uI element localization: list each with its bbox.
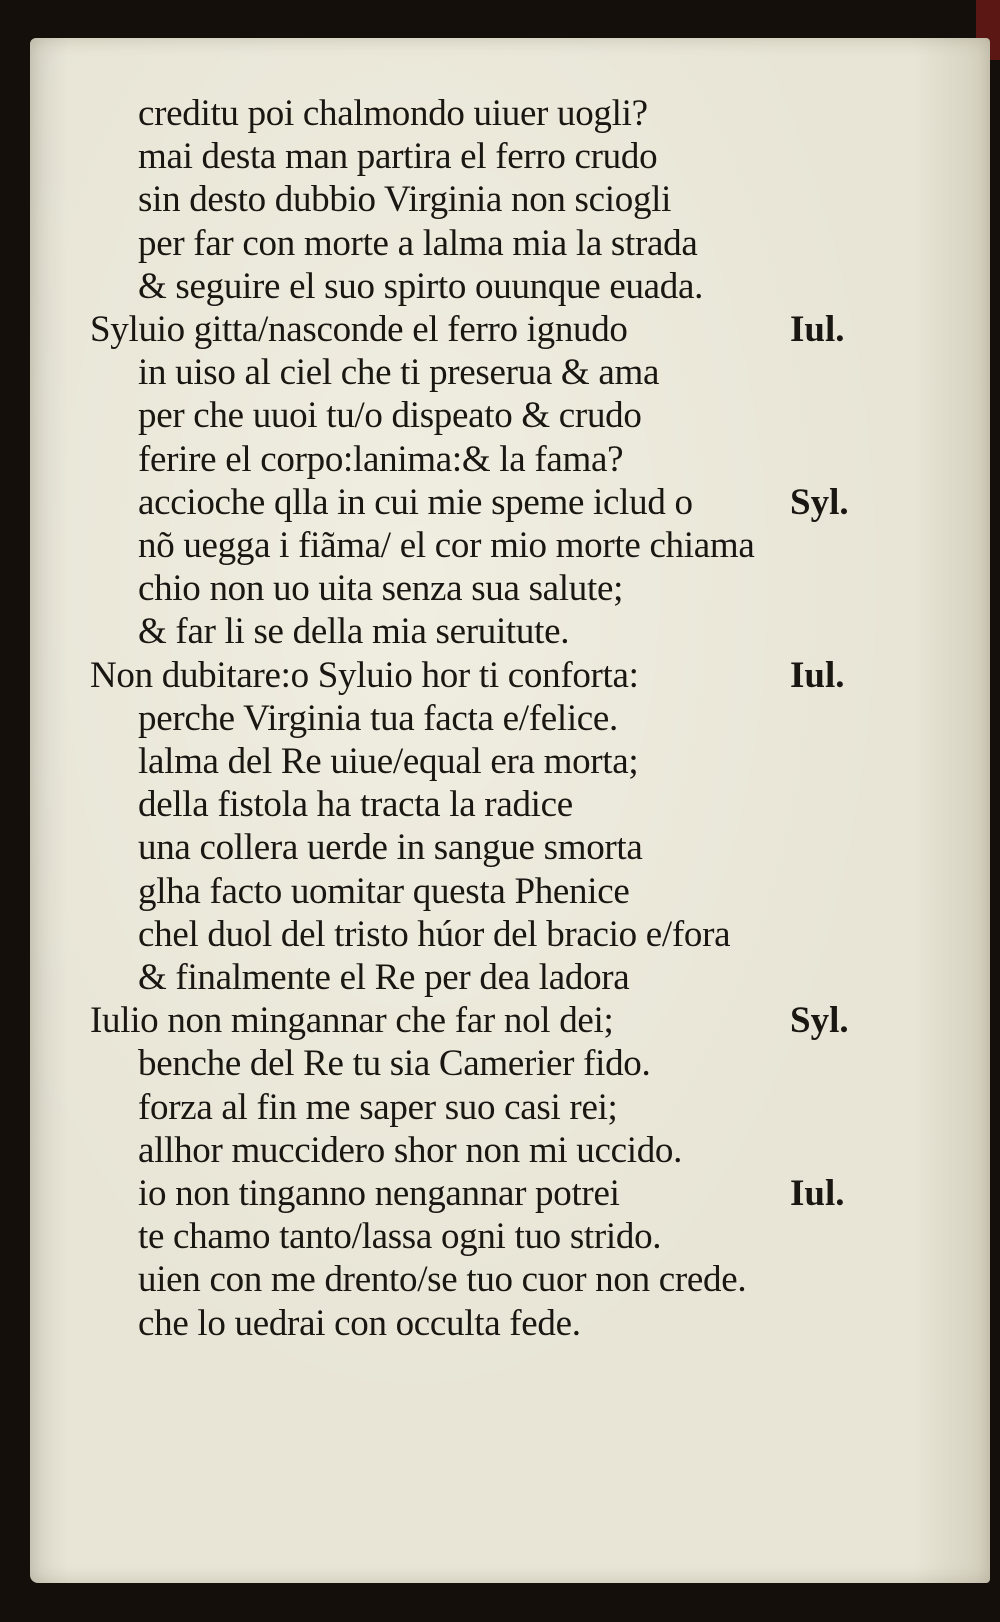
- verse-line: [30, 222, 697, 265]
- verse-line: [30, 1172, 620, 1215]
- verse-line: [30, 1258, 746, 1301]
- verse-line-text: perche Virginia tua facta e/felice.: [138, 697, 619, 739]
- verse-line-text: io non tinganno nengannar potrei: [138, 1173, 620, 1214]
- verse-line-text: mai desta man partira el ferro crudo: [138, 136, 658, 178]
- verse-line: [30, 1215, 661, 1258]
- verse-line: [30, 999, 613, 1042]
- verse-line: [30, 870, 629, 913]
- speaker-label: Syl.: [790, 1000, 849, 1042]
- verse-line-text: Non dubitare:o Syluio hor ti conforta:: [90, 654, 639, 696]
- verse-line: [30, 351, 659, 394]
- verse-line-text: che lo uedrai con occulta fede.: [138, 1302, 581, 1344]
- verse-line: [30, 567, 623, 610]
- verse-line-text: per far con morte a lalma mia la strada: [138, 222, 698, 264]
- verse-line: [30, 438, 623, 481]
- verse-line-text: & far li se della mia seruitute.: [138, 611, 570, 653]
- verse-line: [30, 1302, 581, 1345]
- verse-line: [30, 92, 648, 135]
- speaker-label: Iul.: [790, 309, 845, 350]
- speaker-label: Iul.: [790, 654, 845, 696]
- verse-line-text: te chamo tanto/lassa ogni tuo strido.: [138, 1216, 662, 1258]
- speaker-label: Iul.: [790, 1173, 845, 1214]
- verse-line-text: ferire el corpo:lanima:& la fama?: [138, 438, 624, 480]
- verse-line-text: per che uuoi tu/o dispeato & crudo: [138, 395, 642, 437]
- verse-line-text: creditu poi chalmondo uiuer uogli?: [138, 93, 648, 134]
- verse-line: [30, 394, 642, 437]
- verse-line: [30, 524, 754, 567]
- verse-line-text: chel duol del tristo húor del bracio e/fora: [138, 913, 731, 955]
- verse-line-text: nõ uegga i fiãma/ el cor mio morte chiama: [138, 525, 755, 566]
- verse-line-text: Iulio non mingannar che far nol dei;: [90, 1000, 614, 1042]
- verse-line: [30, 481, 693, 524]
- verse-line: [30, 956, 629, 999]
- verse-line: [30, 740, 638, 783]
- verse-line-text: accioche qlla in cui mie speme iclud o: [138, 481, 693, 523]
- verse-line: [30, 654, 639, 697]
- verse-line: [30, 610, 569, 653]
- verse-line: [30, 1086, 618, 1129]
- verse-line-text: chio non uo uita senza sua salute;: [138, 568, 624, 610]
- verse-line: [30, 135, 657, 178]
- verse-line-text: lalma del Re uiue/equal era morta;: [138, 741, 639, 782]
- verse-line: [30, 1129, 682, 1172]
- verse-line-text: Syluio gitta/nasconde el ferro ignudo: [90, 309, 628, 350]
- verse-line-text: uien con me drento/se tuo cuor non crede.: [138, 1259, 747, 1301]
- verse-line: [30, 1042, 650, 1085]
- verse-line-text: sin desto dubbio Virginia non sciogli: [138, 179, 672, 221]
- verse-line-text: benche del Re tu sia Camerier fido.: [138, 1043, 651, 1085]
- verse-line-text: forza al fin me saper suo casi rei;: [138, 1086, 618, 1128]
- book-page: [30, 38, 990, 1583]
- bleed-through-text: [870, 128, 990, 1428]
- verse-line-text: in uiso al ciel che ti preserua & ama: [138, 352, 660, 394]
- verse-line-text: allhor muccidero shor non mi uccido.: [138, 1129, 683, 1171]
- verse-line: [30, 265, 703, 308]
- verse-line: [30, 826, 643, 869]
- verse-line: [30, 783, 573, 826]
- verse-line-text: della fistola ha tracta la radice: [138, 784, 573, 826]
- verse-line: [30, 178, 671, 221]
- verse-line: [30, 308, 628, 351]
- speaker-label: Syl.: [790, 481, 849, 523]
- verse-line-text: glha facto uomitar questa Phenice: [138, 870, 630, 912]
- verse-line: [30, 697, 618, 740]
- verse-line-text: una collera uerde in sangue smorta: [138, 827, 643, 869]
- verse-line: [30, 913, 730, 956]
- verse-line-text: & finalmente el Re per dea ladora: [138, 957, 630, 998]
- verse-line-text: & seguire el suo spirto ouunque euada.: [138, 265, 704, 307]
